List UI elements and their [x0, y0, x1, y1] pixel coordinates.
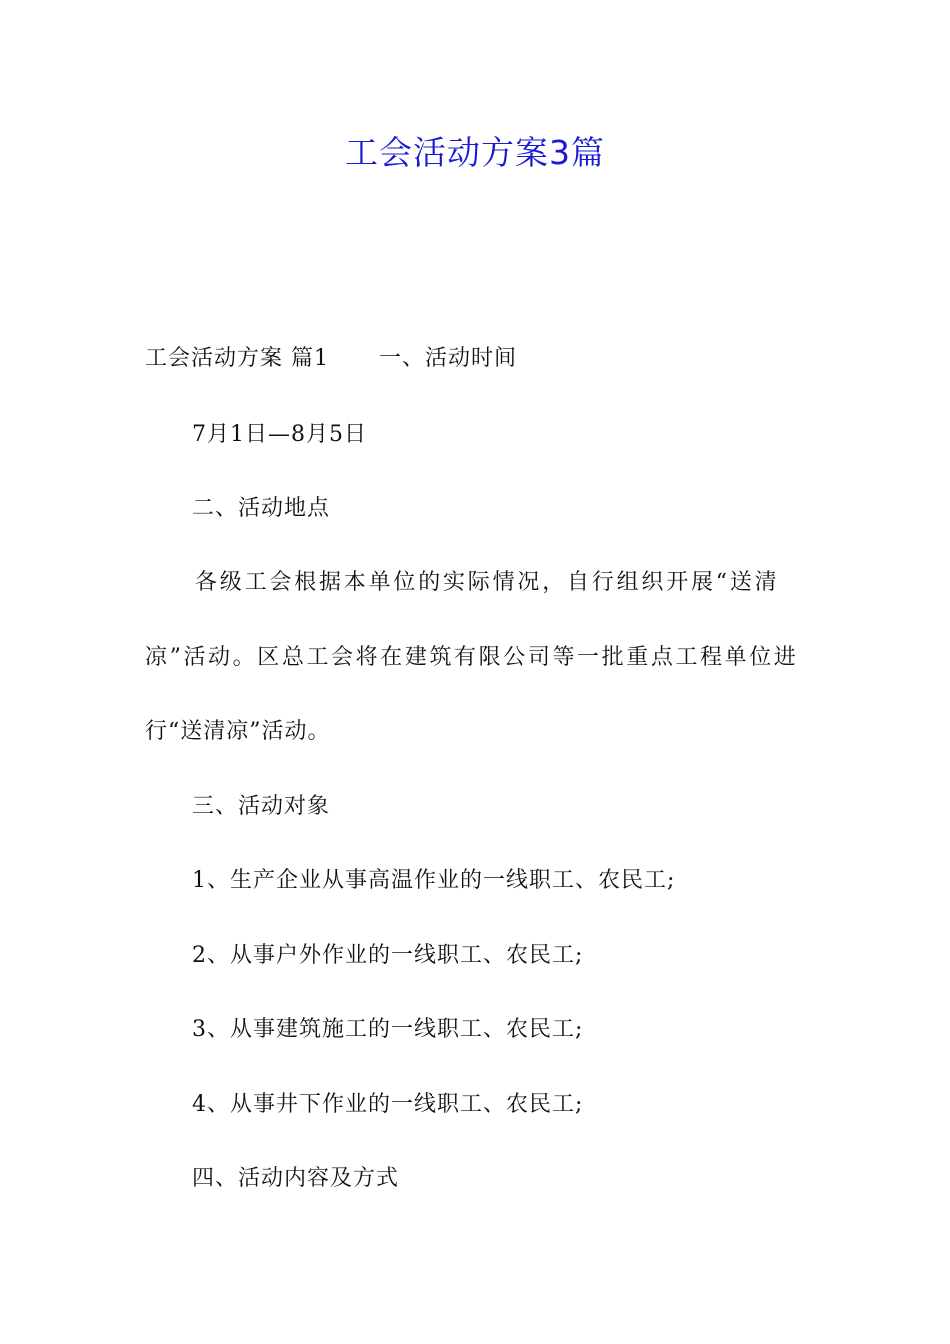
- section3-heading: 三、活动对象: [192, 794, 331, 819]
- list-item: 4、从事井下作业的一线职工、农民工;: [192, 1092, 584, 1117]
- section2-paragraph-line3: 行“送清凉”活动。: [145, 719, 331, 744]
- part-heading: 工会活动方案 篇1: [145, 346, 329, 371]
- activity-time-text: 7月1日—8月5日: [192, 422, 367, 447]
- document-title: 工会活动方案3篇: [345, 133, 605, 172]
- section2-paragraph-line1: 各级工会根据本单位的实际情况，自行组织开展“送清: [195, 570, 780, 595]
- part-heading-row: [145, 344, 517, 374]
- list-item: 2、从事户外作业的一线职工、农民工;: [192, 943, 584, 968]
- section1-heading: 一、活动时间: [379, 346, 518, 371]
- section4-heading: 四、活动内容及方式: [192, 1166, 400, 1191]
- list-item: 1、生产企业从事高温作业的一线职工、农民工;: [192, 868, 676, 893]
- section2-heading: 二、活动地点: [192, 496, 331, 521]
- list-item: 3、从事建筑施工的一线职工、农民工;: [192, 1017, 584, 1042]
- section2-paragraph-line2: 凉”活动。区总工会将在建筑有限公司等一批重点工程单位进: [145, 645, 799, 670]
